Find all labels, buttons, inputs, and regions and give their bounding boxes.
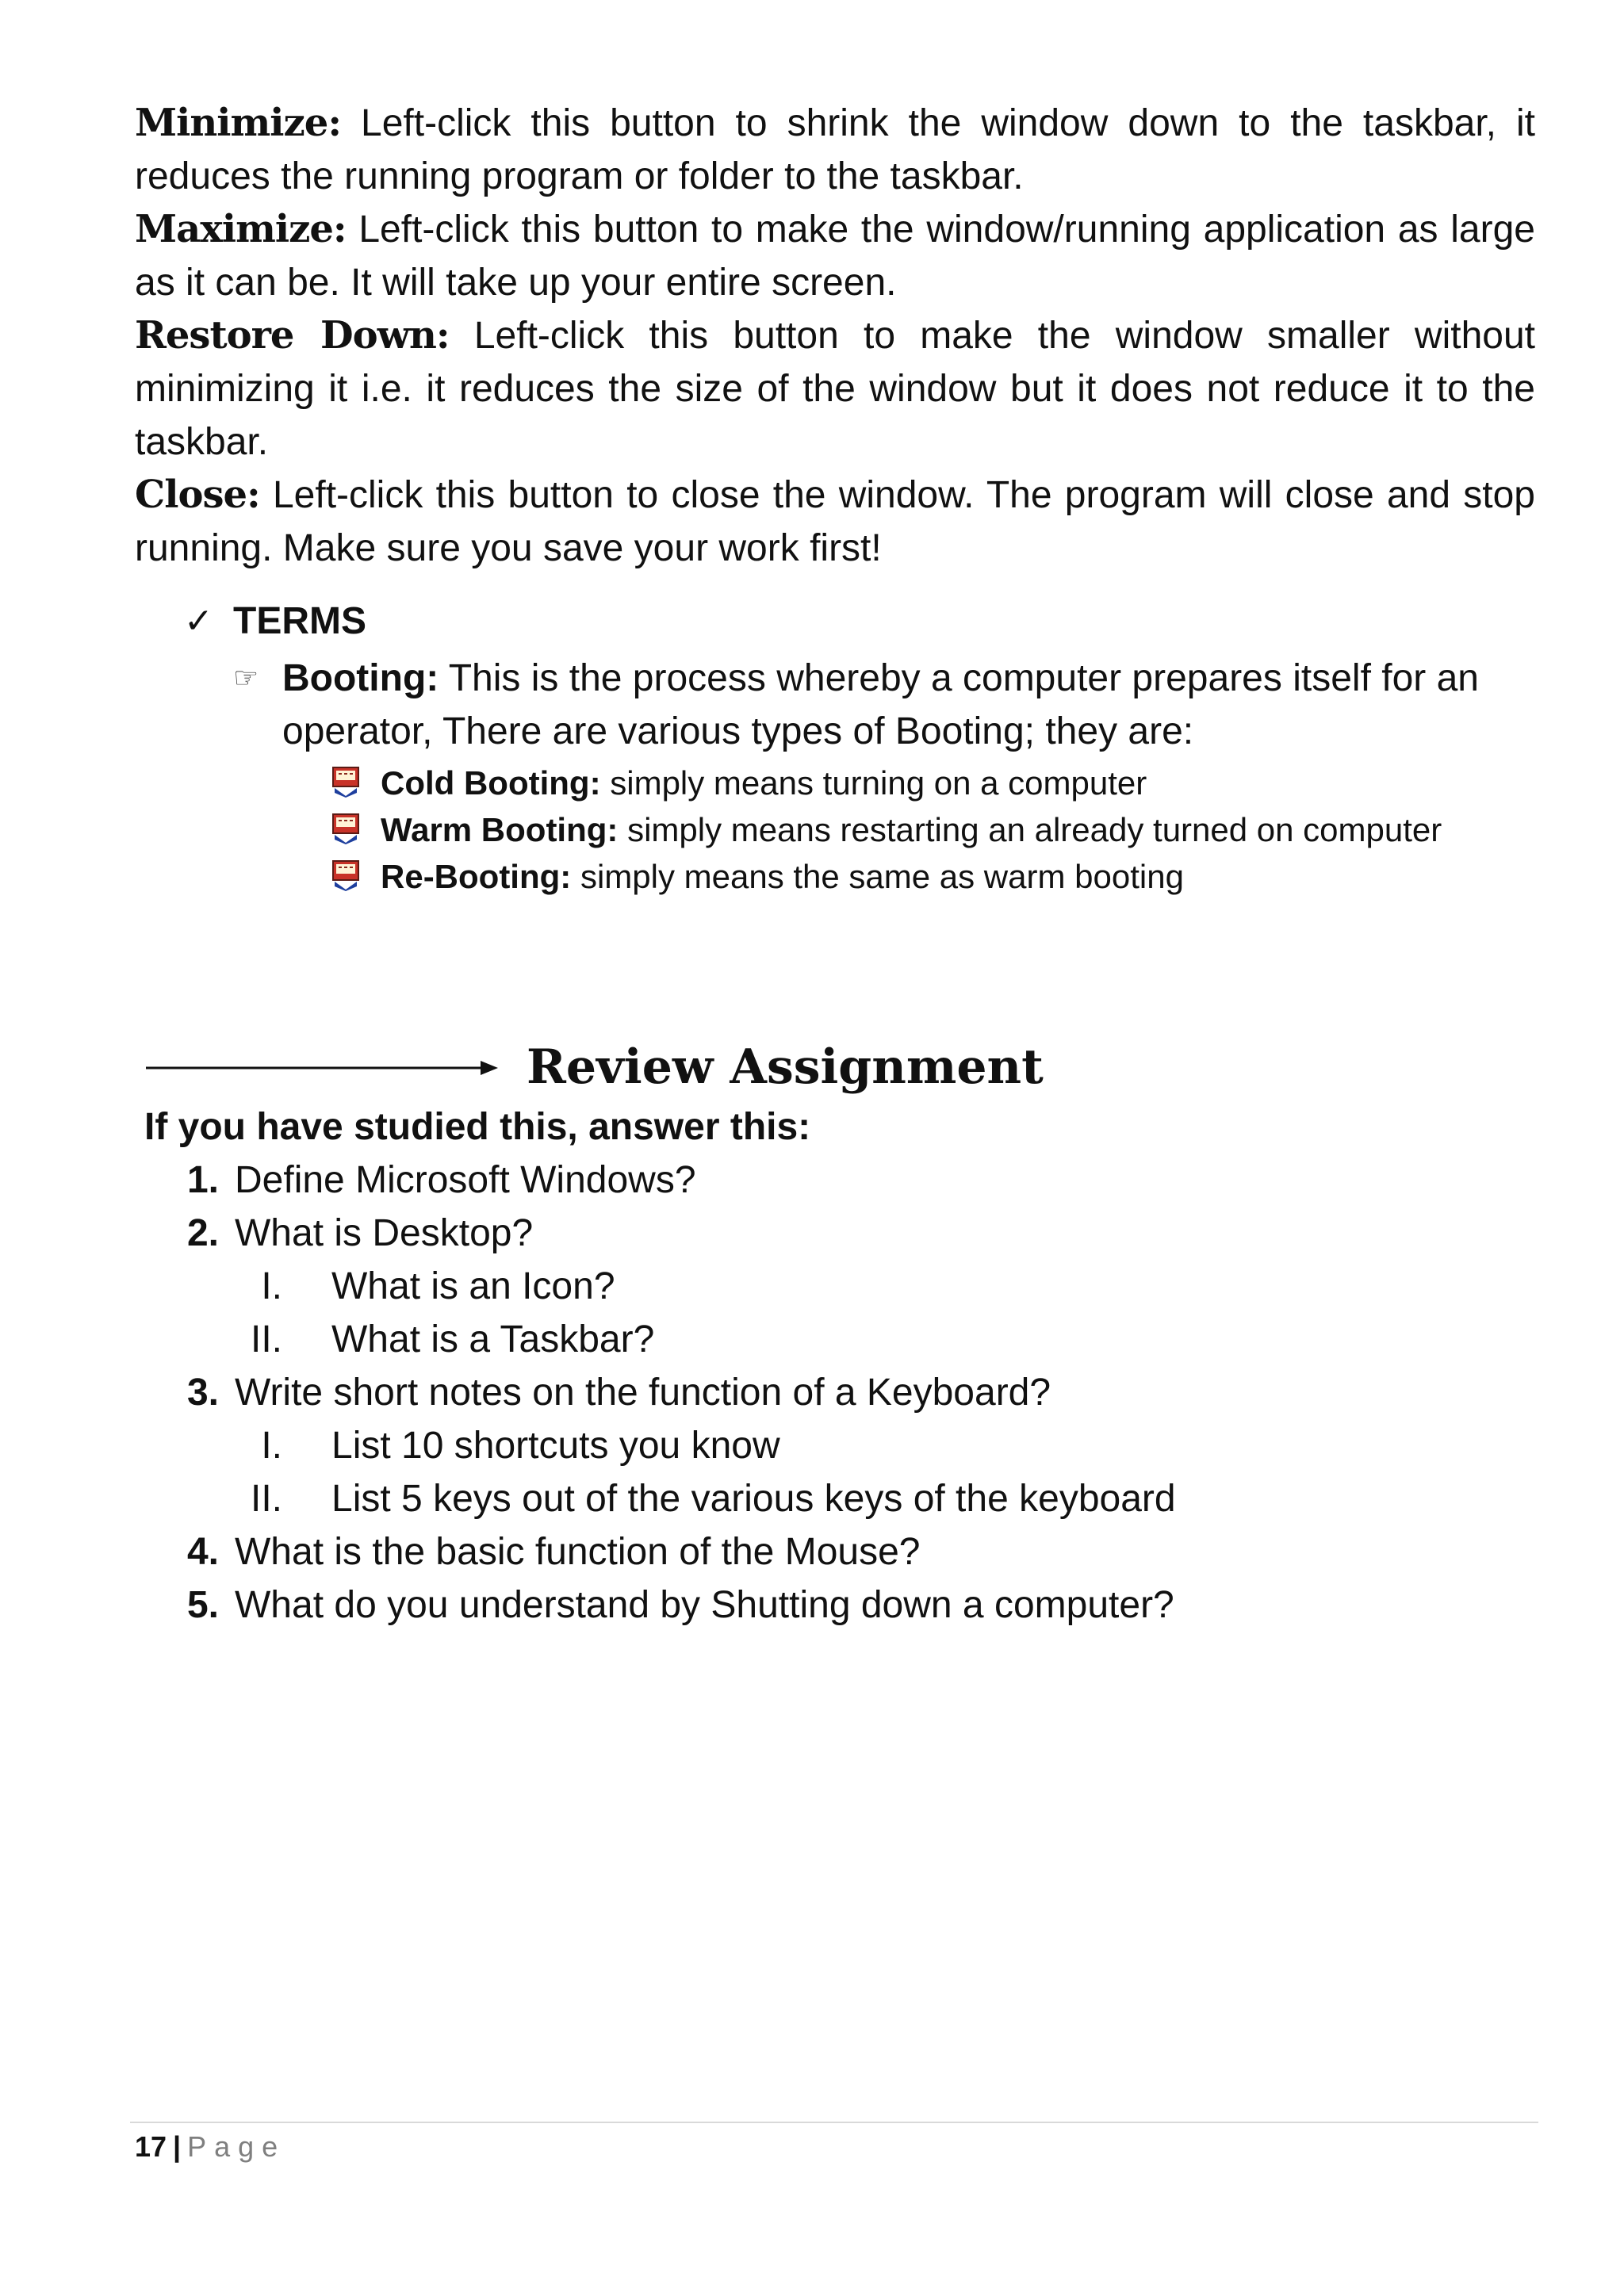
sub-question-number: II. <box>250 1478 282 1520</box>
arrow-icon <box>144 1056 501 1080</box>
list-item-warm-booting <box>381 806 1535 853</box>
booting-types-list <box>381 760 1535 900</box>
definition-term: Minimize: <box>135 101 342 145</box>
definition-maximize <box>135 203 1535 309</box>
question-text: What is Desktop? <box>235 1212 534 1254</box>
booting-type-text: simply means restarting an already turned on computer <box>618 811 1442 848</box>
definition-term: Maximize: <box>135 207 347 251</box>
book-bullet-icon <box>331 766 360 798</box>
page-number: 17 <box>135 2130 167 2163</box>
sub-question-text: What is a Taskbar? <box>331 1318 655 1360</box>
sub-question-text: List 5 keys out of the various keys of the keyboard <box>331 1478 1176 1520</box>
terms-heading <box>184 598 366 645</box>
question-item <box>0 1578 1624 1632</box>
review-assignment-title: Review Assignment <box>527 1039 1044 1095</box>
definition-text: Left-click this button to close the window. The program will close and stop running. Make sure you save your work first! <box>135 474 1535 569</box>
review-questions-list <box>0 1154 1624 1632</box>
list-item-re-booting <box>381 853 1535 900</box>
question-item <box>0 1207 1624 1260</box>
sub-question-item <box>0 1472 1624 1525</box>
sub-question-number: II. <box>250 1318 282 1360</box>
sub-question-item <box>0 1419 1624 1472</box>
booting-type-text: simply means the same as warm booting <box>571 858 1184 895</box>
question-item <box>0 1154 1624 1207</box>
sub-question-text: List 10 shortcuts you know <box>331 1425 780 1467</box>
booting-type-term: Cold Booting: <box>381 764 601 802</box>
review-intro: If you have studied this, answer this: <box>144 1106 811 1148</box>
list-item-cold-booting <box>381 760 1535 806</box>
sub-question-text: What is an Icon? <box>331 1265 615 1307</box>
terms-heading-label: TERMS <box>233 600 366 642</box>
definition-text: Left-click this button to make the window/running application as large as it can be. It will take up your entire screen. <box>135 209 1535 304</box>
question-text: What is the basic function of the Mouse? <box>235 1531 921 1573</box>
question-item <box>0 1525 1624 1578</box>
footer-separator: | <box>173 2130 182 2163</box>
sub-question-item <box>0 1313 1624 1366</box>
definition-text: Left-click this button to make the window smaller without minimizing it i.e. it reduces the size of the window but it does not reduce it to the taskbar. <box>135 315 1536 463</box>
sub-question-number: I. <box>261 1425 282 1467</box>
definition-term: Restore Down: <box>135 313 450 358</box>
booting-text: This is the process whereby a computer prepares itself for an operator, There are various types of Booting; they are: <box>282 657 1479 752</box>
question-number: 4. <box>186 1531 219 1573</box>
question-text: What do you understand by Shutting down a computer? <box>235 1584 1174 1626</box>
question-number: 2. <box>186 1212 219 1254</box>
question-item <box>0 1366 1624 1419</box>
window-button-definitions <box>135 97 1535 575</box>
page-label: Page <box>187 2130 286 2163</box>
sub-question-number: I. <box>261 1265 282 1307</box>
footer-divider <box>130 2122 1538 2123</box>
book-bullet-icon <box>331 813 360 844</box>
question-text: Write short notes on the function of a Keyboard? <box>235 1372 1051 1414</box>
checkmark-icon: ✓ <box>184 601 213 641</box>
question-number: 5. <box>186 1584 219 1626</box>
definition-close <box>135 469 1535 575</box>
booting-type-term: Warm Booting: <box>381 811 619 848</box>
booting-term: Booting: <box>282 657 439 699</box>
sub-question-item <box>0 1260 1624 1313</box>
booting-definition <box>233 652 1535 758</box>
question-text: Define Microsoft Windows? <box>235 1159 696 1201</box>
pointing-hand-icon: ☞ <box>233 662 259 695</box>
booting-type-term: Re-Booting: <box>381 858 572 895</box>
booting-type-text: simply means turning on a computer <box>600 764 1147 802</box>
definition-minimize <box>135 97 1535 203</box>
definition-restore-down <box>135 309 1535 469</box>
definition-term: Close: <box>135 473 260 517</box>
book-bullet-icon <box>331 859 360 891</box>
question-number: 1. <box>186 1159 219 1201</box>
page-footer <box>135 2128 285 2166</box>
question-number: 3. <box>186 1372 219 1414</box>
definition-text: Left-click this button to shrink the window down to the taskbar, it reduces the running program or folder to the taskbar. <box>135 102 1535 197</box>
